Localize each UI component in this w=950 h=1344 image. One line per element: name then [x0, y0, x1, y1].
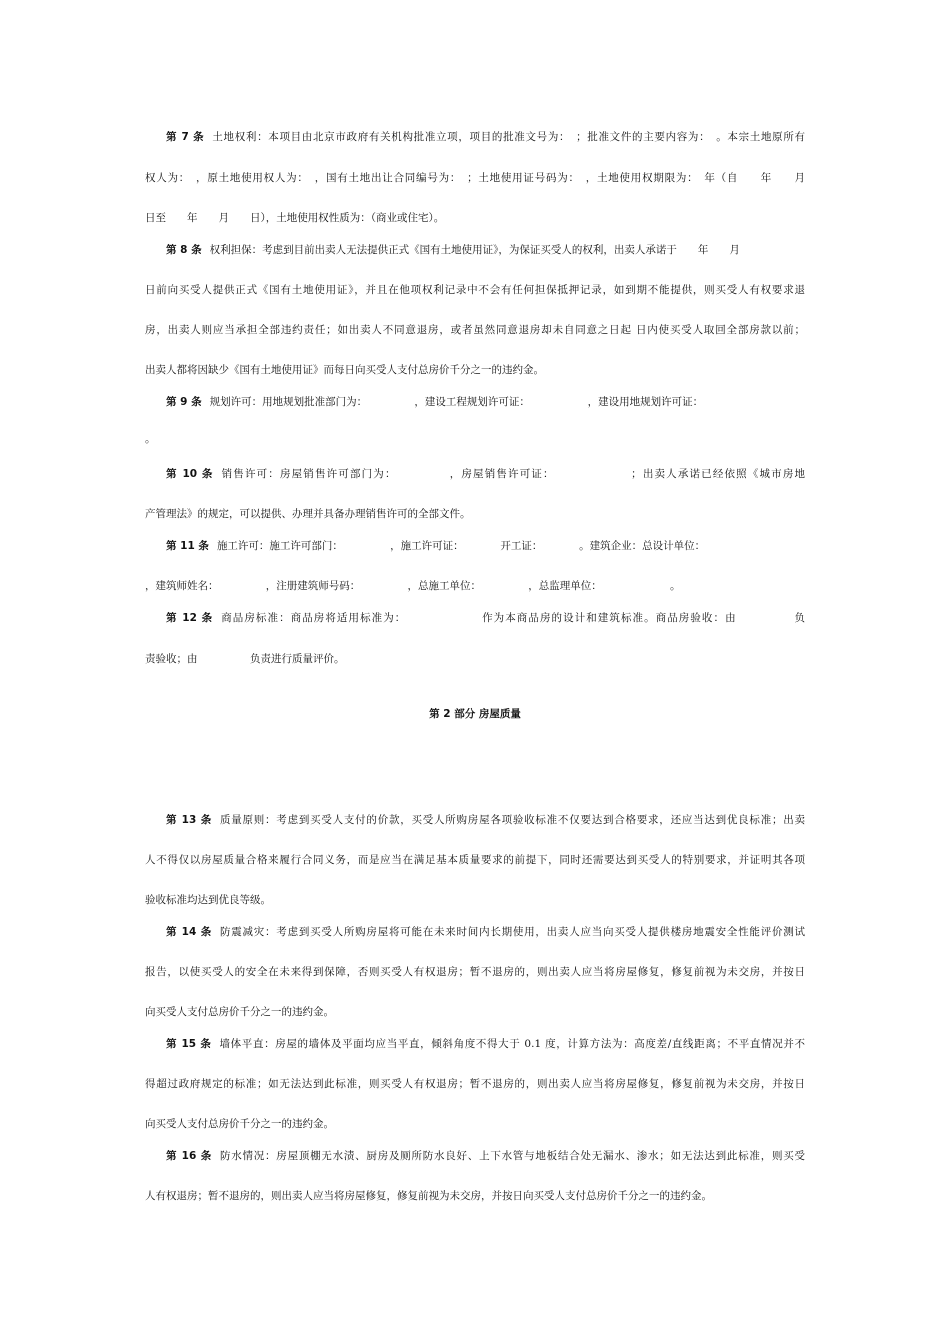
article-7-line-2: 权人为： ，原土地使用权人为： ，国有土地出让合同编号为： ；土地使用证号码为： ，土地使用权期限为： 年（自 年 月 [145, 172, 805, 184]
article-11-line-1: 第 11 条 施工许可：施工许可部门： ，施工许可证： 开工证： 。建筑企业：总设计单位： [166, 540, 706, 552]
article-16-line-1: 第 16 条 防水情况：房屋顶棚无水渍、厨房及厕所防水良好、上下水管与地板结合处无漏水、渗水；如无法达到此标准，则买受 [166, 1150, 805, 1162]
article-13-line-2: 人不得仅以房屋质量合格来履行合同义务，而是应当在满足基本质量要求的前提下，同时还需要达到买受人的特别要求，并证明其各项 [145, 854, 805, 866]
article-9-number: 第 9 条 [166, 396, 202, 408]
article-14-line-3: 向买受人支付总房价千分之一的违约金。 [145, 1006, 334, 1018]
article-14-line-1: 第 14 条 防震减灾：考虑到买受人所购房屋将可能在未来时间内长期使用，出卖人应当向买受人提供楼房地震安全性能评价测试 [166, 926, 805, 938]
article-12-line-1: 第 12 条 商品房标准：商品房将适用标准为： 作为本商品房的设计和建筑标准。商品房验收：由 负 [166, 612, 805, 624]
article-13-number: 第 13 条 [166, 814, 212, 826]
article-15-line-1: 第 15 条 墙体平直：房屋的墙体及平面均应当平直，倾斜角度不得大于 0.1 度，计算方法为：高度差/直线距离；不平直情况并不 [166, 1038, 805, 1050]
article-13-line-1: 第 13 条 质量原则：考虑到买受人支付的价款，买受人所购房屋各项验收标准不仅要达到合格要求，还应当达到优良标准；出卖 [166, 814, 805, 826]
article-15-number: 第 15 条 [166, 1038, 212, 1050]
article-7-line-1: 第 7 条 土地权利：本项目由北京市政府有关机构批准立项，项目的批准文号为： ；批准文件的主要内容为： 。本宗土地原所有 [166, 131, 806, 143]
article-8-line-1: 第 8 条 权利担保：考虑到目前出卖人无法提供正式《国有土地使用证》，为保证买受人的权利，出卖人承诺于 年 月 [166, 244, 740, 256]
article-14-line-2: 报告，以使买受人的安全在未来得到保障，否则买受人有权退房；暂不退房的，则出卖人应当将房屋修复，修复前视为未交房，并按日 [145, 966, 805, 978]
article-14-number: 第 14 条 [166, 926, 212, 938]
article-9-line-2: 。 [145, 433, 156, 445]
article-9-line-1: 第 9 条 规划许可：用地规划批准部门为： ，建设工程规划许可证： ，建设用地规划许可证： [166, 396, 704, 408]
article-8-number: 第 8 条 [166, 244, 202, 256]
article-10-line-1: 第 10 条 销售许可：房屋销售许可部门为： ，房屋销售许可证： ；出卖人承诺已经依照《城市房地 [166, 468, 805, 480]
article-13-line-3: 验收标准均达到优良等级。 [145, 894, 271, 906]
article-15-line-3: 向买受人支付总房价千分之一的违约金。 [145, 1118, 334, 1130]
article-10-line-2: 产管理法》的规定，可以提供、办理并具备办理销售许可的全部文件。 [145, 508, 471, 520]
article-16-line-2: 人有权退房；暂不退房的，则出卖人应当将房屋修复，修复前视为未交房，并按日向买受人支付总房价千分之一的违约金。 [145, 1190, 712, 1202]
article-8-line-3: 房，出卖人则应当承担全部违约责任；如出卖人不同意退房，或者虽然同意退房却未自同意之日起 日内使买受人取回全部房款以前； [145, 324, 805, 336]
part-2-heading: 第 2 部分 房屋质量 [429, 708, 521, 720]
article-8-line-4: 出卖人都将因缺少《国有土地使用证》而每日向买受人支付总房价千分之一的违约金。 [145, 364, 544, 376]
article-10-number: 第 10 条 [166, 468, 214, 480]
article-11-line-2: ，建筑师姓名： ，注册建筑师号码： ，总施工单位： ，总监理单位： 。 [145, 580, 681, 592]
article-12-number: 第 12 条 [166, 612, 214, 624]
article-7-line-3: 日至 年 月 日），土地使用权性质为：（商业或住宅）。 [145, 212, 445, 224]
article-16-number: 第 16 条 [166, 1150, 212, 1162]
article-15-line-2: 得超过政府规定的标准；如无法达到此标准，则买受人有权退房；暂不退房的，则出卖人应当将房屋修复，修复前视为未交房，并按日 [145, 1078, 805, 1090]
article-12-line-2: 责验收；由 负责进行质量评价。 [145, 653, 345, 665]
article-8-line-2: 日前向买受人提供正式《国有土地使用证》，并且在他项权利记录中不会有任何担保抵押记录，如到期不能提供，则买受人有权要求退 [145, 284, 805, 296]
article-11-number: 第 11 条 [166, 540, 209, 552]
article-7-number: 第 7 条 [166, 131, 205, 143]
